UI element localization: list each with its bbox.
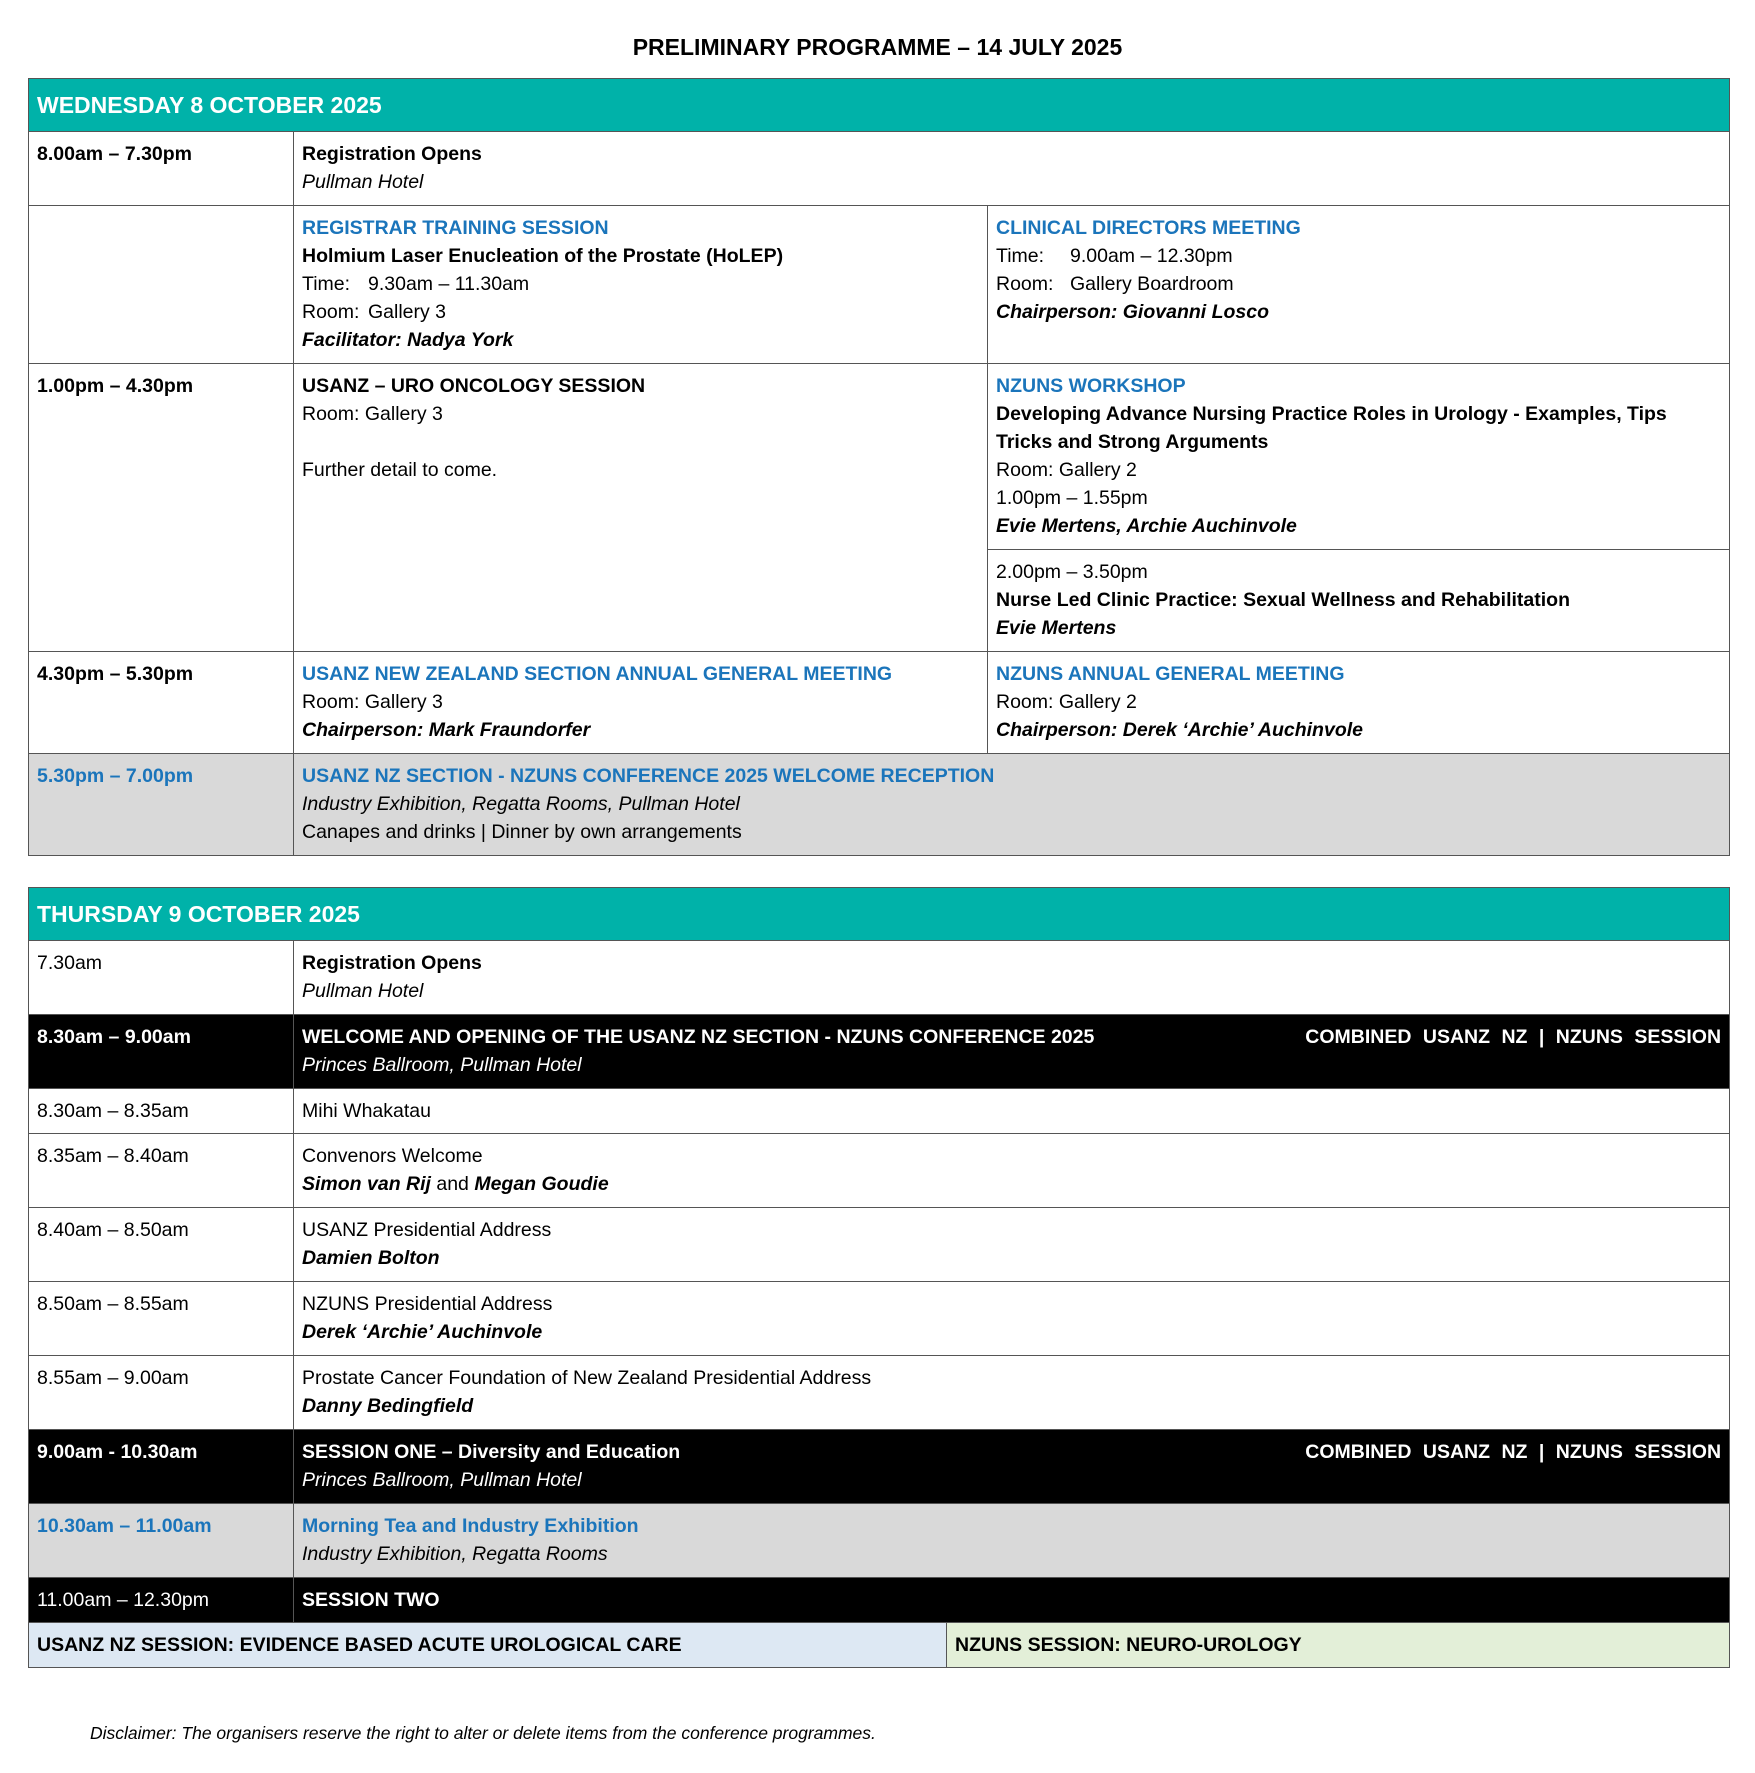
day-header-row <box>29 79 1730 132</box>
event-time: 2.00pm – 3.50pm <box>996 561 1148 583</box>
event-title-line <box>302 1023 1721 1051</box>
event-venue: Pullman Hotel <box>302 171 424 193</box>
event-room: Room: Gallery 3 <box>302 301 447 323</box>
schedule-row <box>29 132 1730 206</box>
event-cell <box>294 1015 1730 1089</box>
time-cell: 10.30am – 11.00am <box>29 1504 294 1578</box>
event-cell <box>988 652 1730 754</box>
event-venue: Pullman Hotel <box>302 980 424 1002</box>
schedule-row <box>29 1208 1730 1282</box>
event-facilitator: Facilitator: Nadya York <box>302 329 514 351</box>
time-cell: 4.30pm – 5.30pm <box>29 652 294 754</box>
day-header: WEDNESDAY 8 OCTOBER 2025 <box>29 79 1730 132</box>
combined-session-tag: COMBINED USANZ NZ | NZUNS SESSION <box>1305 1026 1722 1048</box>
event-title: Prostate Cancer Foundation of New Zealand Presidential Address <box>302 1367 872 1389</box>
event-speaker: Evie Mertens <box>996 617 1117 639</box>
time-cell: 7.30am <box>29 941 294 1015</box>
schedule-row <box>29 206 1730 364</box>
event-venue: Industry Exhibition, Regatta Rooms, Pullman Hotel <box>302 793 740 815</box>
schedule-row <box>29 1282 1730 1356</box>
event-speaker: Damien Bolton <box>302 1247 440 1269</box>
event-room: Room: Gallery Boardroom <box>996 273 1234 295</box>
event-cell <box>294 1356 1730 1430</box>
event-cell <box>294 1430 1730 1504</box>
event-title-line <box>302 1438 1721 1466</box>
event-title: SESSION ONE – Diversity and Education <box>302 1441 681 1463</box>
event-speakers: Simon van Rij and Megan Goudie <box>302 1173 609 1195</box>
event-time: Time: 9.30am – 11.30am <box>302 273 530 295</box>
event-cell <box>294 1134 1730 1208</box>
event-cell <box>988 550 1730 652</box>
schedule-row <box>29 941 1730 1015</box>
event-speaker: Derek ‘Archie’ Auchinvole <box>302 1321 543 1343</box>
event-cell <box>294 132 1730 206</box>
day-header-row <box>29 888 1730 941</box>
event-heading: REGISTRAR TRAINING SESSION <box>302 217 609 239</box>
usanz-session-label: USANZ NZ SESSION: EVIDENCE BASED ACUTE UROLOGICAL CARE <box>29 1623 947 1668</box>
event-room: Room: Gallery 3 <box>302 403 443 425</box>
event-cell <box>294 1282 1730 1356</box>
schedule-row <box>29 1089 1730 1134</box>
event-title: Convenors Welcome <box>302 1145 483 1167</box>
schedule-row <box>29 1504 1730 1578</box>
event-title: Registration Opens <box>302 952 482 974</box>
thursday-table <box>28 887 1730 1668</box>
event-heading: NZUNS ANNUAL GENERAL MEETING <box>996 663 1345 685</box>
event-title: Registration Opens <box>302 143 482 165</box>
wednesday-table <box>28 78 1730 856</box>
event-cell: Mihi Whakatau <box>294 1089 1730 1134</box>
time-cell: 8.30am – 8.35am <box>29 1089 294 1134</box>
time-cell: 9.00am - 10.30am <box>29 1430 294 1504</box>
event-speaker: Danny Bedingfield <box>302 1395 474 1417</box>
page-title: PRELIMINARY PROGRAMME – 14 JULY 2025 <box>632 34 1123 60</box>
event-title: SESSION TWO <box>294 1578 1730 1623</box>
day-header: THURSDAY 9 OCTOBER 2025 <box>29 888 1730 941</box>
event-venue: Princes Ballroom, Pullman Hotel <box>302 1054 582 1076</box>
time-cell: 5.30pm – 7.00pm <box>29 754 294 856</box>
event-cell <box>988 364 1730 550</box>
event-cell <box>294 652 988 754</box>
time-cell: 8.00am – 7.30pm <box>29 132 294 206</box>
schedule-row <box>29 652 1730 754</box>
event-cell <box>294 206 988 364</box>
event-speakers: Evie Mertens, Archie Auchinvole <box>996 515 1297 537</box>
event-chair: Chairperson: Derek ‘Archie’ Auchinvole <box>996 719 1363 741</box>
event-heading: NZUNS WORKSHOP <box>996 375 1186 397</box>
event-cell <box>294 1504 1730 1578</box>
event-time: 1.00pm – 1.55pm <box>996 487 1148 509</box>
schedule-row <box>29 1134 1730 1208</box>
event-title: Nurse Led Clinic Practice: Sexual Wellness and Rehabilitation <box>996 589 1570 611</box>
event-venue: Industry Exhibition, Regatta Rooms <box>302 1543 608 1565</box>
event-title: NZUNS Presidential Address <box>302 1293 553 1315</box>
event-title: Developing Advance Nursing Practice Roles in Urology - Examples, Tips Tricks and Strong Arguments <box>996 403 1667 453</box>
time-cell: 8.35am – 8.40am <box>29 1134 294 1208</box>
event-cell <box>988 206 1730 364</box>
disclaimer: Disclaimer: The organisers reserve the right to alter or delete items from the conference programmes. <box>90 1723 876 1743</box>
event-room: Room: Gallery 2 <box>996 459 1137 481</box>
event-heading: USANZ NZ SECTION - NZUNS CONFERENCE 2025 WELCOME RECEPTION <box>302 765 995 787</box>
event-note: Canapes and drinks | Dinner by own arrangements <box>302 821 742 843</box>
event-note: Further detail to come. <box>302 459 498 481</box>
event-title: Holmium Laser Enucleation of the Prostate (HoLEP) <box>302 245 784 267</box>
event-heading: CLINICAL DIRECTORS MEETING <box>996 217 1301 239</box>
event-cell <box>294 941 1730 1015</box>
event-cell <box>294 1208 1730 1282</box>
schedule-row <box>29 364 1730 550</box>
session-row <box>29 1578 1730 1623</box>
event-time: Time: 9.00am – 12.30pm <box>996 245 1233 267</box>
event-venue: Princes Ballroom, Pullman Hotel <box>302 1469 582 1491</box>
event-heading: USANZ – URO ONCOLOGY SESSION <box>302 375 646 397</box>
nzuns-session-label: NZUNS SESSION: NEURO-UROLOGY <box>947 1623 1730 1668</box>
time-cell: 1.00pm – 4.30pm <box>29 364 294 652</box>
time-cell: 8.30am – 9.00am <box>29 1015 294 1089</box>
combined-session-tag: COMBINED USANZ NZ | NZUNS SESSION <box>1305 1441 1722 1463</box>
time-cell: 11.00am – 12.30pm <box>29 1578 294 1623</box>
schedule-row <box>29 754 1730 856</box>
time-cell: 8.55am – 9.00am <box>29 1356 294 1430</box>
session-row <box>29 1430 1730 1504</box>
session-row <box>29 1015 1730 1089</box>
event-title: USANZ Presidential Address <box>302 1219 552 1241</box>
time-cell: 8.40am – 8.50am <box>29 1208 294 1282</box>
event-title: Morning Tea and Industry Exhibition <box>302 1515 639 1537</box>
event-cell <box>294 364 988 652</box>
time-cell <box>29 206 294 364</box>
event-heading: USANZ NEW ZEALAND SECTION ANNUAL GENERAL MEETING <box>302 663 893 685</box>
event-chair: Chairperson: Mark Fraundorfer <box>302 719 591 741</box>
parallel-sessions-row <box>29 1623 1730 1668</box>
event-title: WELCOME AND OPENING OF THE USANZ NZ SECTION - NZUNS CONFERENCE 2025 <box>302 1026 1095 1048</box>
event-room: Room: Gallery 2 <box>996 691 1137 713</box>
event-chair: Chairperson: Giovanni Losco <box>996 301 1270 323</box>
event-room: Room: Gallery 3 <box>302 691 443 713</box>
event-cell <box>294 754 1730 856</box>
time-cell: 8.50am – 8.55am <box>29 1282 294 1356</box>
schedule-row <box>29 1356 1730 1430</box>
